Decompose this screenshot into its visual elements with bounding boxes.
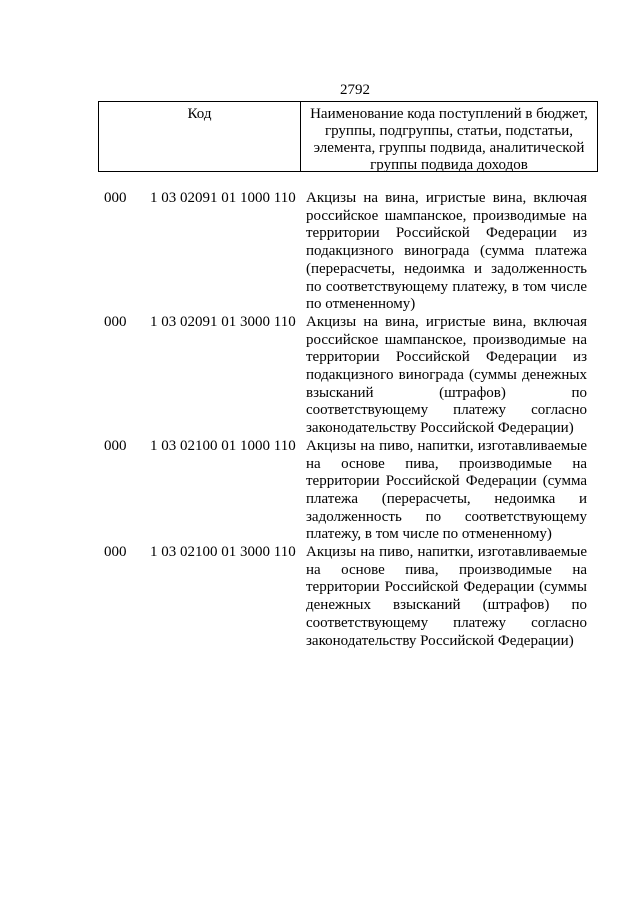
table-row (0, 438, 640, 544)
table-row (0, 190, 640, 314)
revenue-code: 1 03 02091 01 3000 110 (150, 313, 296, 330)
table-header (98, 101, 598, 172)
name-column-header: Наименование кода поступлений в бюджет, группы, подгруппы, статьи, подстатьи, элемента, группы подвида, аналитической группы подвида доходов (310, 106, 588, 173)
admin-code: 000 (104, 437, 127, 454)
page-number: 2792 (340, 82, 370, 98)
admin-code: 000 (104, 313, 127, 330)
revenue-name: Акцизы на вина, игристые вина, включая российское шампанское, производимые на территории Российской Федерации из подакцизного винограда (сумма платежа (перерасчеты, недоимка и задолженность по соответствующему платежу, в том числе по отмененному) (306, 190, 587, 313)
code-column-header: Код (99, 102, 301, 171)
revenue-name: Акцизы на вина, игристые вина, включая российское шампанское, производимые на территории Российской Федерации из подакцизного винограда (суммы денежных взысканий (штрафов) по соответствующему платежу согласно законодательству Российской Федерации) (306, 313, 587, 437)
admin-code: 000 (104, 190, 127, 206)
revenue-code: 1 03 02100 01 1000 110 (150, 437, 296, 454)
revenue-name: Акцизы на пиво, напитки, изготавливаемые на основе пива, производимые на территории Российской Федерации (сумма платежа (перерасчеты, недоимка и задолженность по соответствующему платежу, в том числе по отмененному) (306, 437, 587, 543)
admin-code: 000 (104, 544, 127, 561)
table-body (0, 190, 640, 650)
revenue-name: Акцизы на пиво, напитки, изготавливаемые на основе пива, производимые на территории Российской Федерации (суммы денежных взысканий (штрафов) по соответствующему платежу согласно законодательству Российской Федерации) (306, 544, 587, 649)
revenue-code: 1 03 02100 01 3000 110 (150, 544, 296, 561)
table-row (0, 544, 640, 650)
revenue-code: 1 03 02091 01 1000 110 (150, 190, 296, 206)
table-row (0, 314, 640, 438)
